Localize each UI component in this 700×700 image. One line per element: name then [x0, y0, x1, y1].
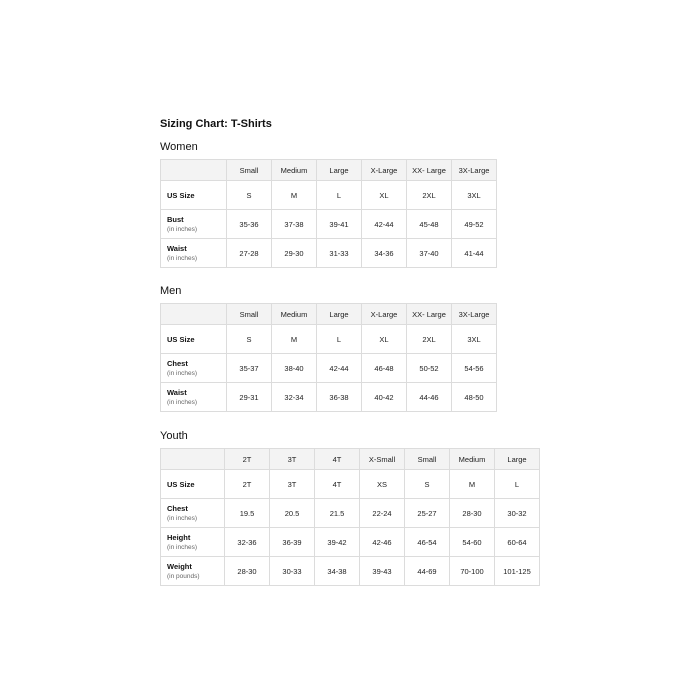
table-cell: 34-38 [315, 557, 360, 586]
row-label-unit: (in inches) [167, 515, 197, 522]
table-cell: 45-48 [407, 210, 452, 239]
column-header: 3X-Large [452, 160, 497, 181]
row-label [161, 239, 227, 268]
table-cell: 39-43 [360, 557, 405, 586]
table-cell: 36-39 [270, 528, 315, 557]
table-cell: 3XL [452, 325, 497, 354]
table-cell: 36-38 [317, 383, 362, 412]
column-header: 4T [315, 449, 360, 470]
column-header: Medium [272, 304, 317, 325]
table-cell: 39-42 [315, 528, 360, 557]
row-label-text: Waist [167, 388, 187, 397]
table-cell: 3T [270, 470, 315, 499]
women-section [160, 141, 497, 268]
column-header: 3T [270, 449, 315, 470]
table-cell: 35-36 [227, 210, 272, 239]
column-header: Small [227, 160, 272, 181]
table-cell: 2XL [407, 181, 452, 210]
column-header: Small [405, 449, 450, 470]
page-title: Sizing Chart: T-Shirts [160, 118, 272, 130]
table-cell: L [317, 181, 362, 210]
column-header: Large [317, 160, 362, 181]
table-cell: 42-44 [317, 354, 362, 383]
row-label-unit: (in pounds) [167, 573, 200, 580]
table-cell: 19.5 [225, 499, 270, 528]
table-cell: 60-64 [495, 528, 540, 557]
table-header-row [161, 160, 497, 181]
table-row [161, 528, 540, 557]
table-cell: 39-41 [317, 210, 362, 239]
table-cell: 54-56 [452, 354, 497, 383]
table-cell: 44-46 [407, 383, 452, 412]
table-cell: L [495, 470, 540, 499]
table-row [161, 354, 497, 383]
table-cell: 30-33 [270, 557, 315, 586]
table-cell: 20.5 [270, 499, 315, 528]
row-label-text: Chest [167, 359, 188, 368]
table-cell: 42-44 [362, 210, 407, 239]
row-label [161, 325, 227, 354]
header-corner [161, 304, 227, 325]
table-cell: 21.5 [315, 499, 360, 528]
row-label-text: US Size [167, 190, 195, 200]
row-label-text: Chest [167, 504, 188, 513]
row-label [161, 470, 225, 499]
column-header: X-Large [362, 160, 407, 181]
table-cell: 37-40 [407, 239, 452, 268]
row-label [161, 210, 227, 239]
table-cell: L [317, 325, 362, 354]
table-cell: 27-28 [227, 239, 272, 268]
row-label-text: Waist [167, 244, 187, 253]
row-label-unit: (in inches) [167, 544, 197, 551]
table-cell: 70-100 [450, 557, 495, 586]
table-cell: 30-32 [495, 499, 540, 528]
table-cell: 38-40 [272, 354, 317, 383]
men-section [160, 285, 497, 412]
table-cell: S [405, 470, 450, 499]
table-cell: 35-37 [227, 354, 272, 383]
men-size-table [160, 303, 497, 412]
column-header: Large [495, 449, 540, 470]
table-cell: 40-42 [362, 383, 407, 412]
row-label [161, 528, 225, 557]
table-row [161, 239, 497, 268]
table-cell: 28-30 [225, 557, 270, 586]
table-cell: 28-30 [450, 499, 495, 528]
table-cell: XL [362, 325, 407, 354]
table-cell: M [272, 181, 317, 210]
row-label-text: Weight [167, 562, 192, 571]
row-label-unit: (in inches) [167, 255, 197, 262]
column-header: 2T [225, 449, 270, 470]
table-row [161, 181, 497, 210]
table-cell: S [227, 181, 272, 210]
table-row [161, 499, 540, 528]
table-cell: S [227, 325, 272, 354]
table-cell: 32-36 [225, 528, 270, 557]
table-cell: 42-46 [360, 528, 405, 557]
table-cell: 31-33 [317, 239, 362, 268]
row-label-unit: (in inches) [167, 226, 197, 233]
table-cell: 46-54 [405, 528, 450, 557]
row-label-unit: (in inches) [167, 370, 197, 377]
row-label [161, 354, 227, 383]
row-label-text: Height [167, 533, 191, 542]
table-row [161, 470, 540, 499]
table-cell: 3XL [452, 181, 497, 210]
table-row [161, 557, 540, 586]
column-header: Medium [272, 160, 317, 181]
table-cell: 29-31 [227, 383, 272, 412]
table-row [161, 210, 497, 239]
table-cell: 2T [225, 470, 270, 499]
column-header: Large [317, 304, 362, 325]
table-cell: 101-125 [495, 557, 540, 586]
column-header: Medium [450, 449, 495, 470]
header-corner [161, 160, 227, 181]
table-cell: 25-27 [405, 499, 450, 528]
youth-section [160, 430, 540, 586]
table-header-row [161, 449, 540, 470]
column-header: XX- Large [407, 160, 452, 181]
section-title-women: Women [160, 141, 198, 153]
table-cell: 4T [315, 470, 360, 499]
column-header: X-Large [362, 304, 407, 325]
table-cell: M [272, 325, 317, 354]
row-label [161, 383, 227, 412]
table-cell: 46-48 [362, 354, 407, 383]
table-cell: 49-52 [452, 210, 497, 239]
table-row [161, 325, 497, 354]
section-title-men: Men [160, 285, 182, 297]
row-label [161, 557, 225, 586]
youth-size-table [160, 448, 540, 586]
table-cell: 41-44 [452, 239, 497, 268]
header-corner [161, 449, 225, 470]
women-size-table [160, 159, 497, 268]
table-cell: XL [362, 181, 407, 210]
table-cell: 50-52 [407, 354, 452, 383]
table-cell: M [450, 470, 495, 499]
column-header: Small [227, 304, 272, 325]
table-cell: 48-50 [452, 383, 497, 412]
table-cell: 2XL [407, 325, 452, 354]
column-header: XX- Large [407, 304, 452, 325]
row-label-text: Bust [167, 215, 184, 224]
table-cell: 37-38 [272, 210, 317, 239]
table-cell: 22-24 [360, 499, 405, 528]
row-label-unit: (in inches) [167, 399, 197, 406]
section-title-youth: Youth [160, 430, 188, 442]
table-cell: 44-69 [405, 557, 450, 586]
table-cell: 29-30 [272, 239, 317, 268]
row-label-text: US Size [167, 479, 195, 489]
table-cell: XS [360, 470, 405, 499]
row-label [161, 181, 227, 210]
table-cell: 54-60 [450, 528, 495, 557]
row-label [161, 499, 225, 528]
table-row [161, 383, 497, 412]
table-cell: 34-36 [362, 239, 407, 268]
column-header: X-Small [360, 449, 405, 470]
column-header: 3X-Large [452, 304, 497, 325]
row-label-text: US Size [167, 334, 195, 344]
table-header-row [161, 304, 497, 325]
table-cell: 32-34 [272, 383, 317, 412]
